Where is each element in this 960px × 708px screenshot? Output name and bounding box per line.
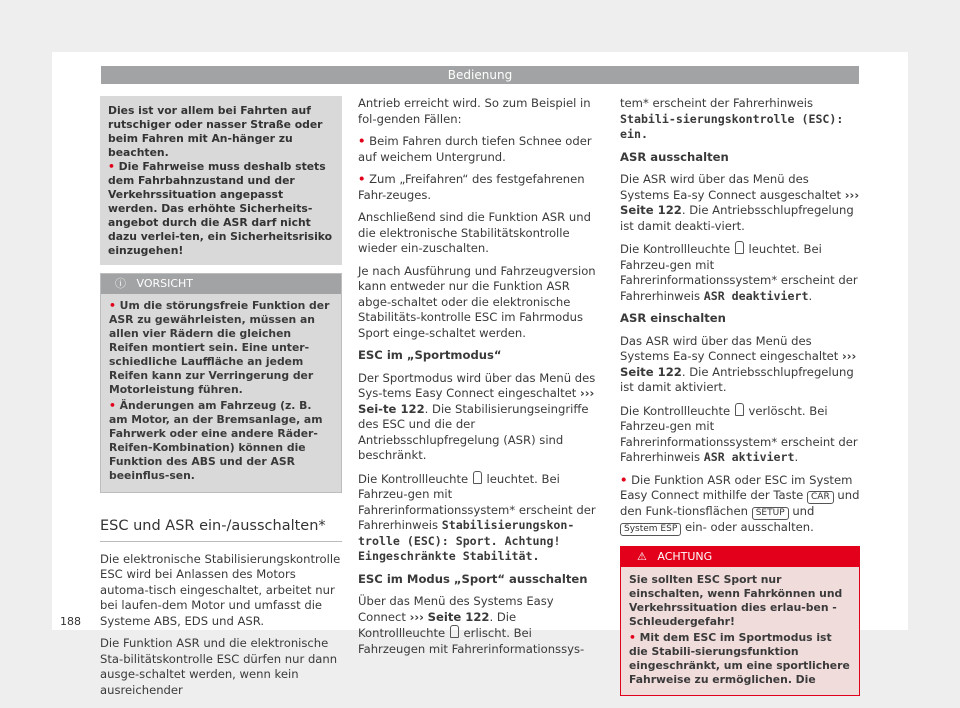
note-box — [100, 96, 342, 265]
bullet-item: • Zum „Freifahren“ des festgefahrenen Fahr-zeuges. — [358, 172, 585, 202]
paragraph: Die Kontrollleuchte verlöscht. Bei Fahrzeu-gen mit Fahrerinformationssystem* erscheint der Fahrerhinweis ASR aktiviert. — [620, 403, 858, 464]
paragraph: tem* erscheint der Fahrerhinweis Stabili-sierungskontrolle (ESC): ein. — [620, 96, 844, 141]
paragraph: Der Sportmodus wird über das Menü des Sys-tems Easy Connect eingeschaltet ››› Sei-te 122. Die Stabilisierungseingriffe des ESC und die der Antriebsschlupfregelung (ASR) sind beschränkt. — [358, 370, 596, 462]
bullet-item: • Die Funktion ASR oder ESC im System Easy Connect mithilfe der Taste CAR und den Funk-tionsflächen SETUP und System ESP ein- oder ausschalten. — [620, 472, 860, 534]
paragraph: Über das Menü des Systems Easy Connect ››› Seite 122. Die Kontrollleuchte erlischt. Bei Fahrzeugen mit Fahrerinformationssys- — [358, 594, 585, 656]
warning-text: Sie sollten ESC Sport nur einschalten, wenn Fahrkönnen und Verkehrssituation dies erlau-ben - Schleudergefahr! — [629, 573, 843, 628]
page-ref-link[interactable]: Sei-te 122 — [358, 401, 425, 416]
warning-lamp-icon — [735, 241, 744, 254]
ref-arrow-icon: ››› — [841, 349, 857, 363]
warning-triangle-icon: ⚠ — [637, 550, 647, 563]
page-number: 188 — [60, 615, 81, 628]
paragraph: Anschließend sind die Funktion ASR und die elektronische Stabilitätskontrolle wieder ein-zuschalten. — [358, 210, 591, 255]
subheading: ASR ausschalten — [620, 149, 729, 164]
paragraph: Die elektronische Stabilisierungskontrolle ESC wird bei Anlassen des Motors automa-tisch eingeschaltet, arbeitet nur bei laufen-dem Motor und umfasst die Systeme ABS, EDS und ASR. — [100, 551, 341, 628]
warning-box — [620, 546, 860, 696]
paragraph: Antrieb erreicht wird. So zum Beispiel in fol-genden Fällen: — [358, 96, 591, 126]
subheading: ASR einschalten — [620, 311, 726, 325]
page-header: Bedienung — [101, 66, 859, 84]
column-1 — [100, 96, 342, 705]
paragraph: Das ASR wird über das Menü des Systems Ea-sy Connect eingeschaltet ››› Seite 122. Die Antriebsschlupfregelung ist damit aktiviert. — [620, 333, 857, 394]
caution-box — [100, 273, 342, 493]
car-key: CAR — [807, 491, 834, 504]
bullet-item: • Beim Fahren durch tiefen Schnee oder auf weichem Untergrund. — [358, 134, 592, 164]
warning-lamp-icon — [735, 403, 744, 416]
note-text-2: • Die Fahrweise muss deshalb stets dem Fahrbahnzustand und der Verkehrssituation angepasst werden. Das erhöhte Sicherheits-angebot durch die ASR darf nicht dazu verlei-ten, ein Sicherheitsrisiko einzugehen! — [108, 160, 333, 257]
ref-arrow-icon: ››› — [579, 386, 595, 400]
caution-icon: ⓘ — [115, 277, 126, 290]
column-3 — [620, 96, 860, 696]
subheading: ESC im „Sportmodus“ — [358, 348, 502, 362]
paragraph: Die Funktion ASR und die elektronische Sta-bilitätskontrolle ESC dürfen nur dann ausge-schaltet werden, wenn kein ausreichender — [100, 636, 338, 697]
ref-arrow-icon: ››› — [409, 609, 424, 624]
page-ref-link[interactable]: Seite 122 — [620, 203, 682, 217]
paragraph: Die ASR wird über das Menü des Systems Ea-sy Connect ausgeschaltet ››› Seite 122. Die Antriebsschlupfregelung ist damit deakti-viert. — [620, 172, 860, 233]
page-ref-link[interactable]: Seite 122 — [427, 609, 490, 624]
warning-lamp-icon — [450, 625, 459, 638]
caution-header: ⓘ VORSICHT — [101, 274, 341, 294]
ref-arrow-icon: ››› — [844, 187, 860, 202]
system-esp-key: System ESP — [620, 523, 681, 536]
paragraph: Die Kontrollleuchte leuchtet. Bei Fahrzeu-gen mit Fahrerinformationssystem* erscheint der Fahrerhinweis Stabilisierungskon-trolle (ESC): Sport. Achtung! Eingeschränkte Stabilität. — [358, 471, 596, 563]
paragraph: Je nach Ausführung und Fahrzeugversion kann entweder nur die Funktion ASR abge-schaltet oder die elektronische Stabilitäts-kontrolle ESC im Fahrmodus Sport einge-schaltet werden. — [358, 263, 596, 340]
subheading: ESC im Modus „Sport“ ausschalten — [358, 571, 588, 586]
warning-header: ⚠ ACHTUNG — [621, 547, 859, 567]
setup-key: SETUP — [752, 507, 789, 520]
warning-lamp-icon — [473, 471, 482, 484]
paragraph: Die Kontrollleuchte leuchtet. Bei Fahrzeu-gen mit Fahrerinformationssystem* erscheint der Fahrerhinweis ASR deaktiviert. — [620, 242, 858, 303]
caution-item: • Änderungen am Fahrzeug (z. B. am Motor, an der Bremsanlage, am Fahrwerk oder eine andere Räder-Reifen-Kombination) können die Funktion des ABS und der ASR beeinflus-sen. — [109, 399, 323, 482]
caution-item: • Um die störungsfreie Funktion der ASR zu gewährleisten, müssen an allen vier Rädern die gleichen Reifen montiert sein. Eine unter-schiedliche Lauffläche an jedem Reifen kann zur Verringerung der Motorleistung führen. — [109, 299, 330, 396]
column-2 — [358, 96, 602, 664]
page-ref-link[interactable]: Seite 122 — [620, 364, 682, 379]
note-text-1: Dies ist vor allem bei Fahrten auf rutschiger oder nasser Straße oder beim Fahren mit An-hänger zu beachten. — [108, 104, 323, 159]
section-title: ESC und ASR ein-/ausschalten* — [100, 519, 342, 542]
warning-item: • Mit dem ESC im Sportmodus ist die Stabili-sierungsfunktion eingeschränkt, um eine sportlichere Fahrweise zu ermöglichen. Die — [629, 631, 850, 686]
